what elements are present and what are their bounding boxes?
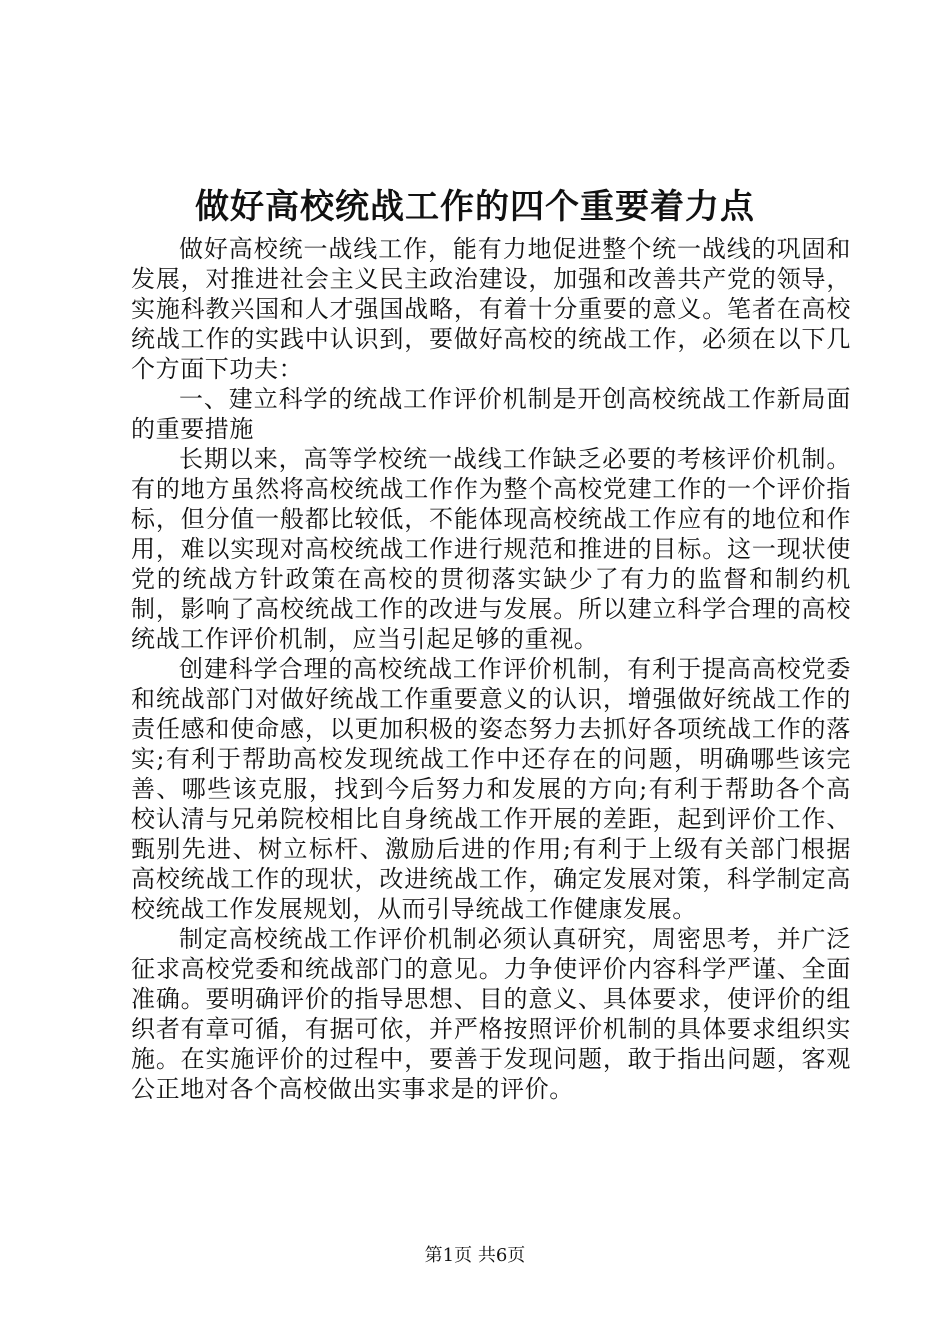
section-heading-1: 一、建立科学的统战工作评价机制是开创高校统战工作新局面的重要措施 xyxy=(131,385,851,443)
document-title: 做好高校统战工作的四个重要着力点 xyxy=(195,187,755,227)
paragraph-benefits: 创建科学合理的高校统战工作评价机制，有利于提高高校党委和统战部门对做好统战工作重要意义的认识，增强做好统战工作的责任感和使命感，以更加积极的姿态努力去抓好各项统战工作的落实;有利于帮助高校发现统战工作中还存在的问题，明确哪些该完善、哪些该克服，找到今后努力和发展的方向;有利于帮助各个高校认清与兄弟院校相比自身统战工作开展的差距，起到评价工作、甄别先进、树立标杆、激励后进的作用;有利于上级有关部门根据高校统战工作的现状，改进统战工作，确定发展对策，科学制定高校统战工作发展规划，从而引导统战工作健康发展。 xyxy=(131,655,851,923)
paragraph-requirements: 制定高校统战工作评价机制必须认真研究，周密思考，并广泛征求高校党委和统战部门的意见。力争使评价内容科学严谨、全面准确。要明确评价的指导思想、目的意义、具体要求，使评价的组织者有章可循，有据可依，并严格按照评价机制的具体要求组织实施。在实施评价的过程中，要善于发现问题，敢于指出问题，客观公正地对各个高校做出实事求是的评价。 xyxy=(131,925,851,1103)
document-body xyxy=(131,234,851,1104)
paragraph-intro: 做好高校统一战线工作，能有力地促进整个统一战线的巩固和发展，对推进社会主义民主政治建设，加强和改善共产党的领导，实施科教兴国和人才强国战略，有着十分重要的意义。笔者在高校统战工作的实践中认识到，要做好高校的统战工作，必须在以下几个方面下功夫： xyxy=(131,235,851,383)
paragraph-background: 长期以来，高等学校统一战线工作缺乏必要的考核评价机制。有的地方虽然将高校统战工作作为整个高校党建工作的一个评价指标，但分值一般都比较低，不能体现高校统战工作应有的地位和作用，难以实现对高校统战工作进行规范和推进的目标。这一现状使党的统战方针政策在高校的贯彻落实缺少了有力的监督和制约机制，影响了高校统战工作的改进与发展。所以建立科学合理的高校统战工作评价机制，应当引起足够的重视。 xyxy=(131,445,851,653)
page-footer: 第1页 共6页 xyxy=(424,1245,526,1266)
